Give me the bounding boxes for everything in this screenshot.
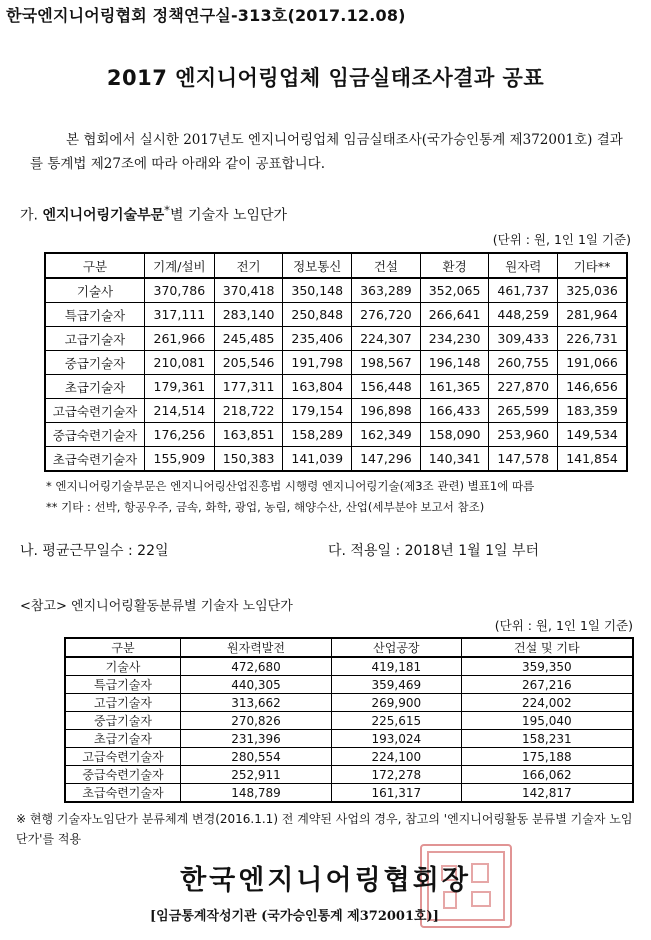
page-title: 2017 엔지니어링업체 임금실태조사결과 공표 [106,66,545,90]
table-header-cell: 정보통신 [283,253,352,278]
wage-value-cell: 313,662 [181,694,332,712]
row-label-cell: 초급기술자 [65,730,181,748]
wage-value-cell: 224,307 [352,327,421,351]
wage-value-cell: 210,081 [145,351,215,375]
table-row [45,399,627,423]
section-a-prefix: 가. [20,207,43,224]
row-label-cell: 중급숙련기술자 [45,423,145,447]
reference-heading: <참고> 엔지니어링활동분류별 기술자 노임단가 [20,599,293,614]
table-row [45,423,627,447]
table-row [65,657,633,676]
table-row [65,676,633,694]
wage-value-cell: 158,289 [283,423,352,447]
wage-value-cell: 352,065 [420,278,489,303]
wage-value-cell: 176,256 [145,423,215,447]
row-label-cell: 고급숙련기술자 [45,399,145,423]
wage-value-cell: 158,090 [420,423,489,447]
wage-value-cell: 148,789 [181,784,332,803]
wage-value-cell: 140,341 [420,447,489,472]
wage-value-cell: 163,804 [283,375,352,399]
row-label-cell: 기술사 [65,657,181,676]
wage-value-cell: 224,100 [332,748,462,766]
wage-value-cell: 280,554 [181,748,332,766]
wage-value-cell: 218,722 [214,399,283,423]
wage-value-cell: 270,826 [181,712,332,730]
section-b-workdays: 나. 평균근무일수 : 22일 [20,543,169,559]
table-row [45,327,627,351]
wage-value-cell: 142,817 [461,784,633,803]
wage-value-cell: 179,154 [283,399,352,423]
wage-value-cell: 472,680 [181,657,332,676]
wage-value-cell: 261,966 [145,327,215,351]
table-row [45,447,627,472]
section-a-bold: 엔지니어링기술부문 [42,207,165,224]
intro-text: 본 협회에서 실시한 2017년도 엔지니어링업체 임금실태조사(국가승인통계 제372001호) 결과를 통계법 제27조에 따라 아래와 같이 공표합니다. [30,132,623,172]
table-header-cell: 원자력 [489,253,558,278]
row-label-cell: 초급기술자 [45,375,145,399]
wage-value-cell: 141,854 [558,447,627,472]
wage-value-cell: 317,111 [145,303,215,327]
wage-value-cell: 363,289 [352,278,421,303]
wage-value-cell: 166,433 [420,399,489,423]
row-label-cell: 고급기술자 [65,694,181,712]
wage-value-cell: 141,039 [283,447,352,472]
table-header-cell: 구분 [45,253,145,278]
table-header-cell: 기타** [558,253,627,278]
section-a-heading [20,203,287,225]
wage-value-cell: 177,311 [214,375,283,399]
wage-value-cell: 172,278 [332,766,462,784]
wage-value-cell: 252,911 [181,766,332,784]
wage-value-cell: 191,066 [558,351,627,375]
table-header-row [45,253,627,278]
wage-value-cell: 149,534 [558,423,627,447]
row-label-cell: 중급기술자 [65,712,181,730]
wage-value-cell: 276,720 [352,303,421,327]
wage-value-cell: 155,909 [145,447,215,472]
wage-value-cell: 370,786 [145,278,215,303]
section-c-effective-date: 다. 적용일 : 2018년 1월 1일 부터 [328,543,540,559]
wage-value-cell: 267,216 [461,676,633,694]
wage-value-cell: 196,898 [352,399,421,423]
table-header-cell: 구분 [65,638,181,657]
wage-value-cell: 224,002 [461,694,633,712]
intro-paragraph [30,128,630,176]
section-a-mark: * [164,203,170,217]
row-label-cell: 고급기술자 [45,327,145,351]
table-header-cell: 건설 [352,253,421,278]
footnote-field: * 엔지니어링기술부문은 엔지니어링산업진흥법 시행령 엔지니어링기술(제3조 관련) 별표1에 따름 [46,479,535,493]
row-label-cell: 고급숙련기술자 [65,748,181,766]
wage-value-cell: 205,546 [214,351,283,375]
wage-value-cell: 227,870 [489,375,558,399]
wage-table-by-field [44,252,628,472]
row-label-cell: 초급숙련기술자 [45,447,145,472]
unit-label-1: (단위 : 원, 1인 1일 기준) [492,232,631,247]
table-header-cell: 산업공장 [332,638,462,657]
wage-value-cell: 214,514 [145,399,215,423]
wage-value-cell: 461,737 [489,278,558,303]
wage-value-cell: 448,259 [489,303,558,327]
wage-value-cell: 198,567 [352,351,421,375]
wage-value-cell: 234,230 [420,327,489,351]
table-row [65,730,633,748]
table-row [65,784,633,803]
table-row [45,303,627,327]
wage-value-cell: 183,359 [558,399,627,423]
wage-value-cell: 147,296 [352,447,421,472]
row-label-cell: 중급기술자 [45,351,145,375]
wage-value-cell: 161,317 [332,784,462,803]
wage-value-cell: 440,305 [181,676,332,694]
section-a-suffix: 별 기술자 노임단가 [169,207,288,224]
table-row [65,748,633,766]
table-header-cell: 전기 [214,253,283,278]
table-row [65,712,633,730]
wage-value-cell: 163,851 [214,423,283,447]
wage-value-cell: 350,148 [283,278,352,303]
wage-value-cell: 359,350 [461,657,633,676]
organization-signature: 한국엔지니어링협회장 [180,865,471,896]
row-label-cell: 특급기술자 [45,303,145,327]
wage-value-cell: 175,188 [461,748,633,766]
table-header-cell: 건설 및 기타 [461,638,633,657]
wage-value-cell: 231,396 [181,730,332,748]
row-label-cell: 중급숙련기술자 [65,766,181,784]
wage-table-by-activity [64,637,634,803]
wage-value-cell: 166,062 [461,766,633,784]
wage-value-cell: 359,469 [332,676,462,694]
certification-label: [임금통계작성기관 (국가승인통계 제372001호)] [150,909,439,924]
table-header-cell: 기계/설비 [145,253,215,278]
wage-value-cell: 191,798 [283,351,352,375]
table-row [45,375,627,399]
wage-value-cell: 161,365 [420,375,489,399]
wage-value-cell: 260,755 [489,351,558,375]
table-row [65,694,633,712]
table-row [45,351,627,375]
wage-value-cell: 283,140 [214,303,283,327]
table-header-cell: 환경 [420,253,489,278]
wage-value-cell: 266,641 [420,303,489,327]
wage-value-cell: 158,231 [461,730,633,748]
wage-value-cell: 253,960 [489,423,558,447]
wage-value-cell: 156,448 [352,375,421,399]
wage-value-cell: 150,383 [214,447,283,472]
wage-value-cell: 226,731 [558,327,627,351]
wage-value-cell: 370,418 [214,278,283,303]
wage-value-cell: 225,615 [332,712,462,730]
wage-value-cell: 147,578 [489,447,558,472]
wage-value-cell: 179,361 [145,375,215,399]
table-row [45,278,627,303]
unit-label-2: (단위 : 원, 1인 1일 기준) [494,618,633,633]
wage-value-cell: 193,024 [332,730,462,748]
wage-value-cell: 325,036 [558,278,627,303]
table-row [65,766,633,784]
footnote-other: ** 기타 : 선박, 항공우주, 금속, 화학, 광업, 농림, 해양수산, 산업(세부분야 보고서 참조) [46,500,485,514]
table-header-row [65,638,633,657]
row-label-cell: 특급기술자 [65,676,181,694]
wage-value-cell: 245,485 [214,327,283,351]
document-header: 한국엔지니어링협회 정책연구실-313호(2017.12.08) [6,6,406,25]
wage-value-cell: 250,848 [283,303,352,327]
wage-value-cell: 269,900 [332,694,462,712]
wage-value-cell: 162,349 [352,423,421,447]
classification-note: ※ 현행 기술자노임단가 분류체계 변경(2016.1.1) 전 계약된 사업의 경우, 참고의 '엔지니어링활동 분류별 기술자 노임단가'를 적용 [16,812,633,846]
row-label-cell: 초급숙련기술자 [65,784,181,803]
wage-value-cell: 265,599 [489,399,558,423]
wage-value-cell: 235,406 [283,327,352,351]
wage-value-cell: 195,040 [461,712,633,730]
table-header-cell: 원자력발전 [181,638,332,657]
wage-value-cell: 281,964 [558,303,627,327]
row-label-cell: 기술사 [45,278,145,303]
wage-value-cell: 419,181 [332,657,462,676]
wage-value-cell: 196,148 [420,351,489,375]
wage-value-cell: 146,656 [558,375,627,399]
wage-value-cell: 309,433 [489,327,558,351]
